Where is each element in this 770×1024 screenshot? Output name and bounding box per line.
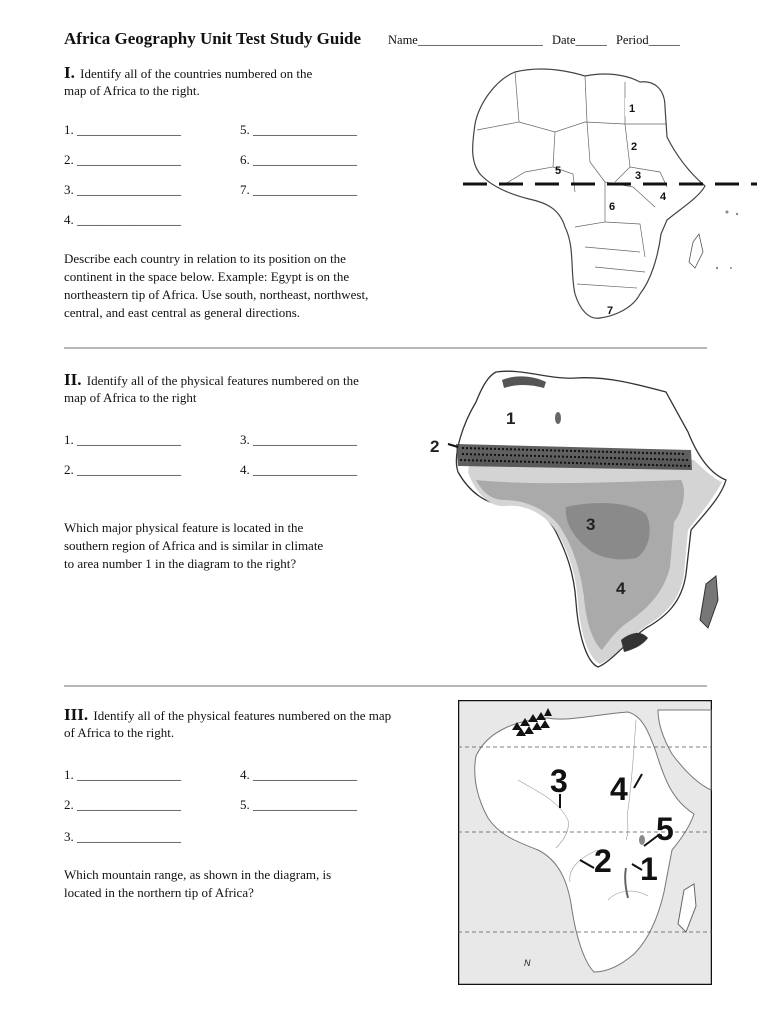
section-2-numeral: II. <box>64 370 82 389</box>
section-3-instruction-line2: of Africa to the right. <box>64 725 175 740</box>
section-3-question <box>64 866 444 902</box>
name-field[interactable]: Name____________________ <box>388 33 543 47</box>
section-2-instruction-line2: map of Africa to the right <box>64 390 197 405</box>
s2-answer-blank[interactable]: 3. ________________ <box>240 432 357 447</box>
header-fields <box>388 33 686 48</box>
map1-label: 5 <box>555 165 562 177</box>
map3-label: 4 <box>610 771 628 807</box>
map1-label: 3 <box>635 170 642 182</box>
compass-north-label: N <box>524 958 531 968</box>
section-1-instruction-line1: Identify all of the countries numbered on the <box>80 66 313 81</box>
question-line: Which mountain range, as shown in the diagram, is <box>64 867 332 882</box>
question-line: Which major physical feature is located in the <box>64 520 304 535</box>
s3-answer-blank[interactable]: 1. ________________ <box>64 767 181 782</box>
s2-answer-blank[interactable]: 4. ________________ <box>240 462 357 477</box>
map2-label: 1 <box>506 409 516 428</box>
s3-answer-blank[interactable]: 4. ________________ <box>240 767 357 782</box>
section-divider <box>64 347 707 349</box>
s1-answer-blank[interactable]: 1. ________________ <box>64 122 181 137</box>
section-3-instruction <box>64 706 454 741</box>
madagascar-shape <box>689 234 703 268</box>
africa-outline <box>473 69 705 318</box>
s1-answer-blank[interactable]: 5. ________________ <box>240 122 357 137</box>
section-2-instruction-line1: Identify all of the physical features numbered on the <box>86 373 359 388</box>
period-field[interactable]: Period_____ <box>615 33 680 47</box>
page-title: Africa Geography Unit Test Study Guide <box>64 29 362 48</box>
section-divider <box>64 685 707 687</box>
question-line: southern region of Africa and is similar in climate <box>64 538 324 553</box>
map1-label: 1 <box>629 103 636 115</box>
map1-label: 2 <box>631 141 638 153</box>
map2-label: 2 <box>430 437 440 456</box>
map1-label: 6 <box>609 201 616 213</box>
question-line: to area number 1 in the diagram to the right? <box>64 556 297 571</box>
section-2-instruction <box>64 371 444 406</box>
describe-line: continent in the space below. Example: Egypt is on the <box>64 269 350 284</box>
date-field[interactable]: Date_____ <box>551 33 607 47</box>
question-line: located in the northern tip of Africa? <box>64 885 254 900</box>
section-3-numeral: III. <box>64 705 89 724</box>
map1-label: 7 <box>607 305 614 317</box>
describe-line: northeastern tip of Africa. Use south, northeast, northwest, <box>64 287 369 302</box>
s3-answer-blank[interactable]: 2. ________________ <box>64 797 181 812</box>
s3-answer-blank[interactable]: 3. ________________ <box>64 829 181 844</box>
map3-label: 2 <box>594 843 612 879</box>
map3-label: 3 <box>550 763 568 799</box>
section-1-numeral: I. <box>64 63 75 82</box>
map3-label: 5 <box>656 811 674 847</box>
s3-answer-blank[interactable]: 5. ________________ <box>240 797 357 812</box>
s1-answer-blank[interactable]: 4. ________________ <box>64 212 181 227</box>
lake-victoria-shape <box>639 835 645 845</box>
map2-label: 4 <box>616 579 626 598</box>
s2-answer-blank[interactable]: 2. ________________ <box>64 462 181 477</box>
s1-answer-blank[interactable]: 6. ________________ <box>240 152 357 167</box>
lake-dark <box>555 412 561 424</box>
map1-label: 4 <box>660 191 667 203</box>
section-3-instruction-line1: Identify all of the physical features numbered on the map <box>93 708 392 723</box>
map3-label: 1 <box>640 851 658 887</box>
s1-answer-blank[interactable]: 3. ________________ <box>64 182 181 197</box>
s1-answer-blank[interactable]: 2. ________________ <box>64 152 181 167</box>
islands <box>716 211 738 270</box>
section-2-question <box>64 519 434 573</box>
madagascar-shape <box>700 576 718 628</box>
s1-answer-blank[interactable]: 7. ________________ <box>240 182 357 197</box>
map-physical-features <box>458 700 712 985</box>
map2-label: 3 <box>586 515 596 534</box>
s2-answer-blank[interactable]: 1. ________________ <box>64 432 181 447</box>
describe-line: central, and east central as general directions. <box>64 305 301 320</box>
section-1-instruction-line2: map of Africa to the right. <box>64 83 200 98</box>
map-physical-regions <box>426 362 731 674</box>
section-1-describe-text <box>64 250 434 322</box>
section-1-instruction <box>64 64 444 99</box>
map-countries <box>455 62 760 334</box>
describe-line: Describe each country in relation to its position on the <box>64 251 346 266</box>
